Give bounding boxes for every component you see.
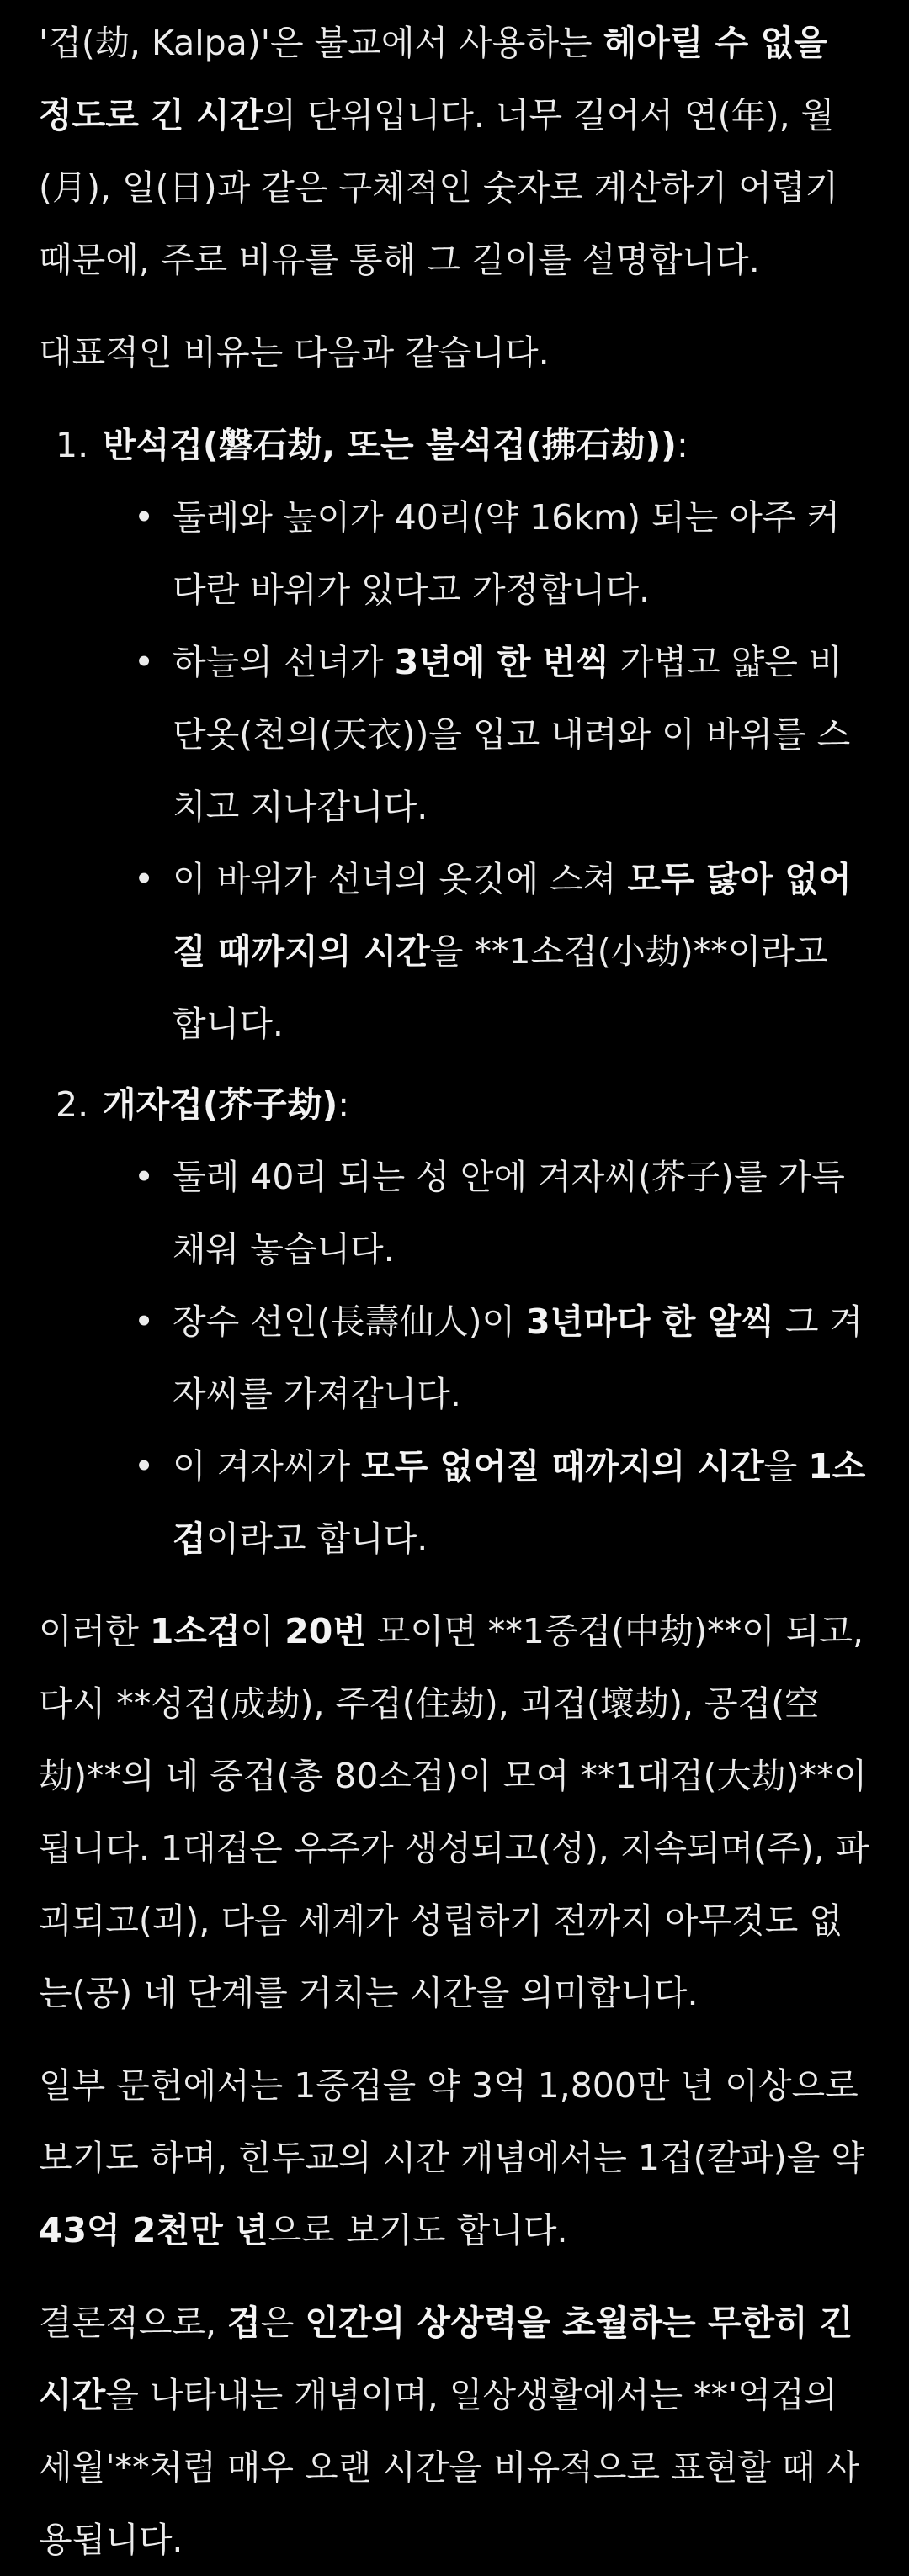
lead-paragraph: 대표적인 비유는 다음과 같습니다. bbox=[39, 332, 550, 373]
bullet-icon: • bbox=[134, 1301, 155, 1342]
analogy-heading: 반석겁(磐石劫, 또는 불석겁(拂石劫)): bbox=[103, 425, 688, 465]
literature-paragraph: 일부 문헌에서는 1중겁을 약 3억 1,800만 년 이상으로 보기도 하며, 힌두교의 시간 개념에서는 1겁(칼파)을 약 43억 2천만 년으로 보기도 합니다. bbox=[39, 2065, 865, 2250]
list-number: 2. bbox=[56, 1084, 89, 1125]
list-item: • 이 겨자씨가 모두 없어질 때까지의 시간을 1소겁이라고 합니다. bbox=[103, 1430, 870, 1575]
list-item: • 둘레 40리 되는 성 안에 겨자씨(芥子)를 가득 채워 놓습니다. bbox=[103, 1141, 870, 1285]
bullet-icon: • bbox=[134, 497, 155, 538]
list-number: 1. bbox=[56, 425, 89, 465]
list-item: • 이 바위가 선녀의 옷깃에 스쳐 모두 닳아 없어질 때까지의 시간을 **1소겁(小劫)**이라고 합니다. bbox=[103, 843, 870, 1060]
analogy-item-gaejageop bbox=[39, 1068, 870, 1575]
analogy-list bbox=[39, 409, 870, 1575]
list-item: • 장수 선인(長壽仙人)이 3년마다 한 알씩 그 겨자씨를 가져갑니다. bbox=[103, 1285, 870, 1430]
list-item: • 둘레와 높이가 40리(약 16km) 되는 아주 커다란 바위가 있다고 가정합니다. bbox=[103, 481, 870, 626]
intro-emphasis: 헤아릴 수 없을 정도로 긴 시간 bbox=[39, 23, 827, 135]
list-item: • 하늘의 선녀가 3년에 한 번씩 가볍고 얇은 비단옷(천의(天衣))을 입고 내려와 이 바위를 스치고 지나갑니다. bbox=[103, 626, 870, 843]
bullet-icon: • bbox=[134, 1446, 155, 1487]
geop-hierarchy-paragraph: 이러한 1소겁이 20번 모이면 **1중겁(中劫)**이 되고, 다시 **성겁(成劫), 주겁(住劫), 괴겁(壞劫), 공겁(空劫)**의 네 중겁(총 80소겁)이 모여 **1대겁(大劫)**이 됩니다. 1대겁은 우주가 생성되고(성), 지속되며(주), 파괴되고(괴), 다음 세계가 성립하기 전까지 아무것도 없는(공) 네 단계를 거치는 시간을 의미합니다. bbox=[39, 1611, 869, 2013]
analogy-bullets bbox=[103, 481, 870, 1060]
bullet-icon: • bbox=[134, 859, 155, 899]
bullet-icon: • bbox=[134, 642, 155, 682]
intro-paragraph: '겁(劫, Kalpa)'은 불교에서 사용하는 헤아릴 수 없을 정도로 긴 시간의 단위입니다. 너무 길어서 연(年), 월(月), 일(日)과 같은 구체적인 숫자로 계산하기 어렵기 때문에, 주로 비유를 통해 그 길이를 설명합니다. bbox=[39, 23, 839, 280]
analogy-item-banseokgeop bbox=[39, 409, 870, 1060]
analogy-bullets bbox=[103, 1141, 870, 1575]
analogy-heading: 개자겁(芥子劫): bbox=[103, 1084, 350, 1125]
conclusion-paragraph: 결론적으로, 겁은 인간의 상상력을 초월하는 무한히 긴 시간을 나타내는 개념이며, 일상생활에서는 **'억겁의 세월'**처럼 매우 오랜 시간을 비유적으로 표현할 때 사용됩니다. bbox=[39, 2303, 860, 2560]
bullet-icon: • bbox=[134, 1157, 155, 1197]
